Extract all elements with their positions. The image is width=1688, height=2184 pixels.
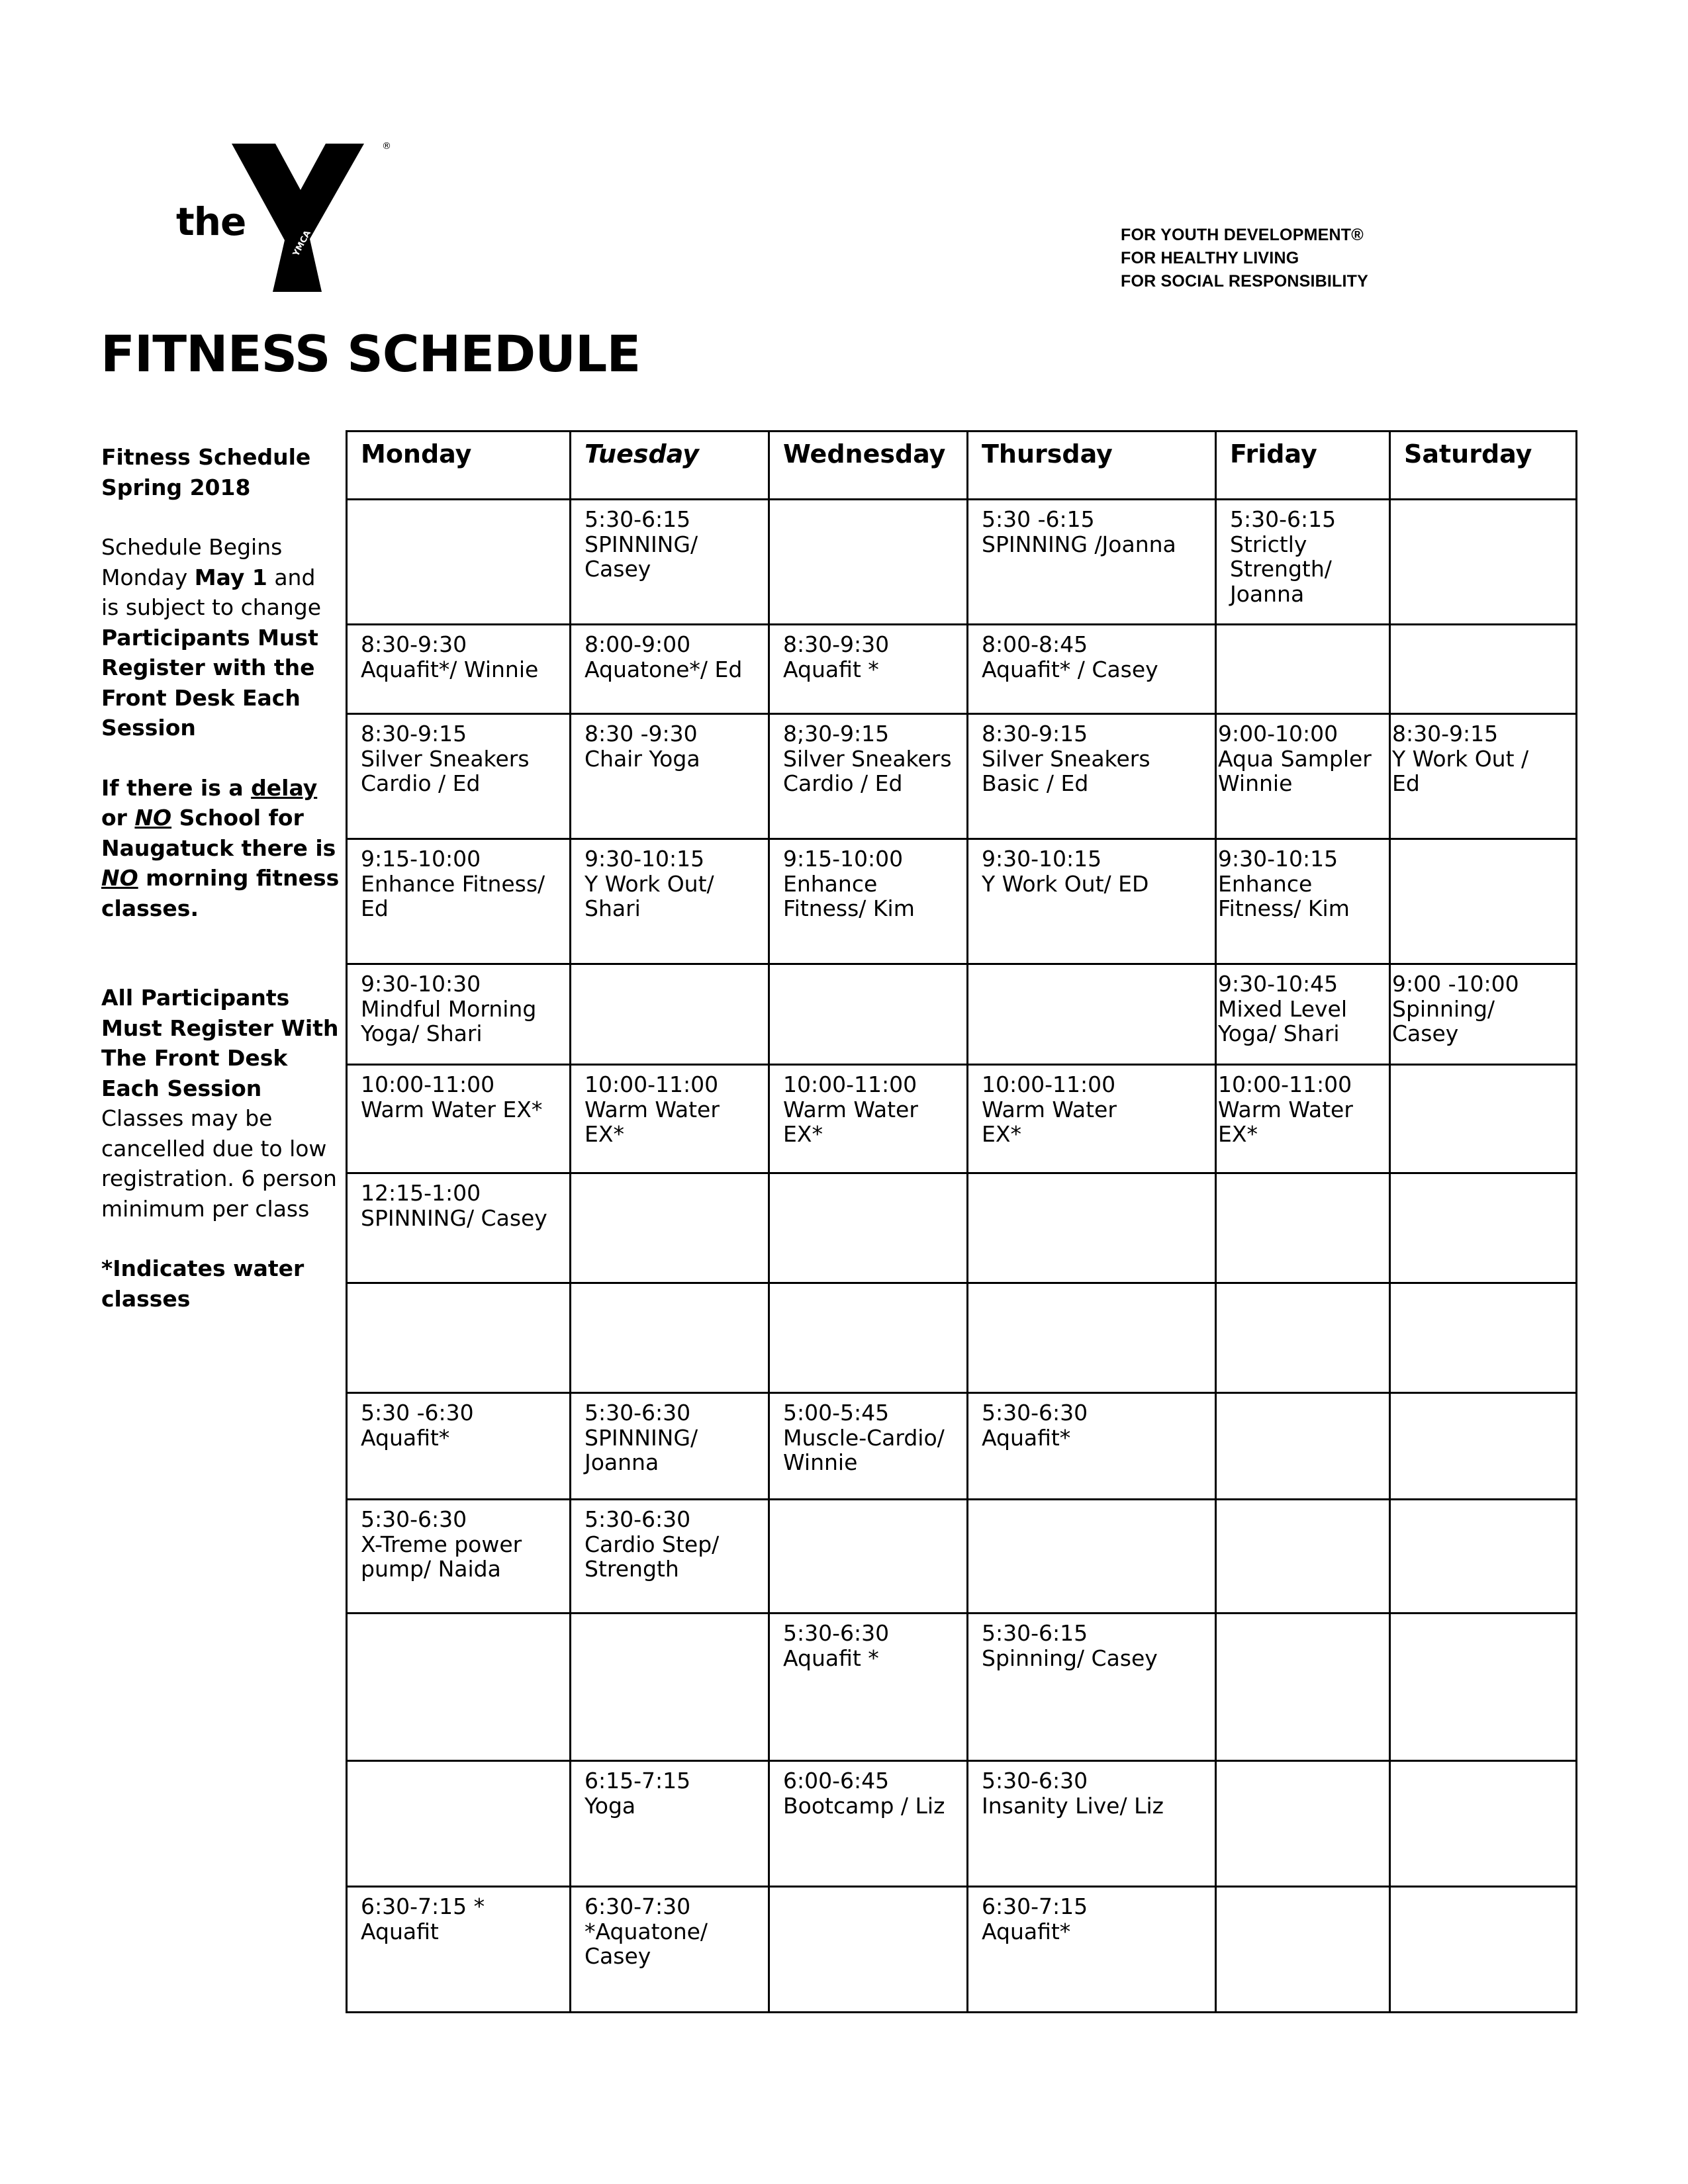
table-row (347, 714, 1577, 839)
class-cell: 6:30-7:15 Aquafit* (968, 1887, 1216, 2013)
table-row (347, 839, 1577, 964)
ymca-logo (173, 141, 392, 293)
water-class-note: *Indicates water classes (101, 1255, 305, 1312)
table-row (347, 1283, 1577, 1393)
class-cell (1216, 1393, 1390, 1500)
class-cell: 10:00-11:00 Warm Water EX* (769, 1065, 968, 1173)
begins-text-post: and is subject to change (101, 564, 322, 620)
class-cell (1216, 1500, 1390, 1614)
day-header-saturday: Saturday (1390, 432, 1577, 500)
class-cell: 8:30-9:15 Y Work Out / Ed (1390, 714, 1577, 839)
class-cell (1390, 839, 1577, 964)
fitness-schedule-table (346, 430, 1577, 2013)
class-cell (347, 1761, 571, 1887)
table-row (347, 1761, 1577, 1887)
class-cell (347, 1283, 571, 1393)
class-cell: 5:30-6:30 Cardio Step/ Strength (571, 1500, 769, 1614)
sidebar-notes (101, 442, 340, 1314)
class-cell (769, 500, 968, 625)
class-cell: 8:00-9:00 Aquatone*/ Ed (571, 625, 769, 714)
class-cell (1390, 625, 1577, 714)
class-cell (968, 1500, 1216, 1614)
day-header-monday: Monday (347, 432, 571, 500)
class-cell: 10:00-11:00 Warm Water EX* (571, 1065, 769, 1173)
class-cell (968, 964, 1216, 1065)
class-cell (1216, 1173, 1390, 1283)
class-cell: 10:00-11:00 Warm Water EX* (1216, 1065, 1390, 1173)
begins-date: May 1 (194, 564, 267, 590)
class-cell: 10:00-11:00 Warm Water EX* (968, 1065, 1216, 1173)
tagline (1121, 224, 1368, 293)
sidebar-heading (101, 442, 340, 502)
class-cell: 9:30-10:45 Mixed Level Yoga/ Shari (1216, 964, 1390, 1065)
schedule-body (347, 500, 1577, 2013)
class-cell: 6:30-7:30 *Aquatone/ Casey (571, 1887, 769, 2013)
class-cell: 5:30 -6:15 SPINNING /Joanna (968, 500, 1216, 625)
class-cell (347, 1614, 571, 1761)
class-cell: 8:30-9:15 Silver Sneakers Cardio / Ed (347, 714, 571, 839)
class-cell: 5:30-6:15 SPINNING/ Casey (571, 500, 769, 625)
class-cell (1390, 1614, 1577, 1761)
table-row (347, 1065, 1577, 1173)
delay-text-4: NO (134, 805, 172, 831)
class-cell (769, 1283, 968, 1393)
class-cell: 5:30-6:15 Spinning/ Casey (968, 1614, 1216, 1761)
class-cell (968, 1173, 1216, 1283)
class-cell: 9:15-10:00 Enhance Fitness/ Kim (769, 839, 968, 964)
class-cell: 9:30-10:30 Mindful Morning Yoga/ Shari (347, 964, 571, 1065)
table-row (347, 500, 1577, 625)
delay-text-6: NO (101, 865, 138, 891)
class-cell: 8:00-8:45 Aquafit* / Casey (968, 625, 1216, 714)
all-register-note: All Participants Must Register With The Front Desk Each Session (101, 985, 339, 1101)
register-note: Participants Must Register with the Front Desk Each Session (101, 624, 318, 741)
delay-text-1: If there is a (101, 774, 252, 801)
schedule-begins-note (101, 532, 340, 623)
tagline-line-1: FOR YOUTH DEVELOPMENT® (1121, 226, 1364, 244)
class-cell (769, 1500, 968, 1614)
class-cell (1390, 1283, 1577, 1393)
delay-text-3: or (101, 805, 135, 831)
class-cell (1216, 1887, 1390, 2013)
logo-registered-mark: ® (382, 141, 391, 152)
class-cell (769, 964, 968, 1065)
ymca-y-mark-icon (232, 141, 384, 292)
class-cell: 8:30-9:30 Aquafit*/ Winnie (347, 625, 571, 714)
class-cell (1216, 625, 1390, 714)
class-cell (571, 1173, 769, 1283)
class-cell (1390, 1065, 1577, 1173)
class-cell: 9:00 -10:00 Spinning/ Casey (1390, 964, 1577, 1065)
class-cell (1390, 1500, 1577, 1614)
class-cell: 9:30-10:15 Enhance Fitness/ Kim (1216, 839, 1390, 964)
page-title: FITNESS SCHEDULE (101, 324, 641, 383)
class-cell: 5:30-6:30 SPINNING/ Joanna (571, 1393, 769, 1500)
class-cell: 8;30-9:15 Silver Sneakers Cardio / Ed (769, 714, 968, 839)
class-cell: 9:00-10:00 Aqua Sampler Winnie (1216, 714, 1390, 839)
tagline-line-2: FOR HEALTHY LIVING (1121, 249, 1299, 267)
class-cell (968, 1283, 1216, 1393)
class-cell (1216, 1761, 1390, 1887)
class-cell (571, 964, 769, 1065)
delay-text-5: School for Naugatuck there is (101, 805, 336, 861)
table-row (347, 1500, 1577, 1614)
day-header-thursday: Thursday (968, 432, 1216, 500)
class-cell: 6:30-7:15 * Aquafit (347, 1887, 571, 2013)
class-cell: 6:15-7:15 Yoga (571, 1761, 769, 1887)
class-cell: 5:00-5:45 Muscle-Cardio/ Winnie (769, 1393, 968, 1500)
day-header-tuesday: Tuesday (571, 432, 769, 500)
begins-text-pre: Schedule Begins Monday (101, 534, 283, 590)
class-cell (1390, 1173, 1577, 1283)
class-cell (571, 1614, 769, 1761)
table-row (347, 964, 1577, 1065)
day-header-friday: Friday (1216, 432, 1390, 500)
class-cell: 5:30-6:30 Insanity Live/ Liz (968, 1761, 1216, 1887)
header-row (347, 432, 1577, 500)
class-cell (1390, 1761, 1577, 1887)
delay-text-2: delay (251, 774, 318, 801)
class-cell (769, 1173, 968, 1283)
class-cell (1390, 1887, 1577, 2013)
class-cell (1216, 1283, 1390, 1393)
class-cell: 9:30-10:15 Y Work Out/ Shari (571, 839, 769, 964)
delay-note (101, 773, 340, 924)
class-cell (347, 500, 571, 625)
class-cell: 8:30-9:30 Aquafit * (769, 625, 968, 714)
class-cell (1390, 500, 1577, 625)
sidebar-heading-line2: Spring 2018 (101, 474, 251, 500)
class-cell: 10:00-11:00 Warm Water EX* (347, 1065, 571, 1173)
logo-the-text: the (176, 199, 246, 244)
class-cell: 9:30-10:15 Y Work Out/ ED (968, 839, 1216, 964)
table-row (347, 1614, 1577, 1761)
day-header-wednesday: Wednesday (769, 432, 968, 500)
class-cell: 12:15-1:00 SPINNING/ Casey (347, 1173, 571, 1283)
sidebar-heading-line1: Fitness Schedule (101, 444, 311, 470)
class-cell: 9:15-10:00 Enhance Fitness/ Ed (347, 839, 571, 964)
class-cell: 8:30 -9:30 Chair Yoga (571, 714, 769, 839)
class-cell: 5:30-6:15 Strictly Strength/ Joanna (1216, 500, 1390, 625)
logo-ymca-band: YMCA (291, 228, 313, 259)
class-cell: 5:30-6:30 Aquafit * (769, 1614, 968, 1761)
table-row (347, 1393, 1577, 1500)
class-cell: 8:30-9:15 Silver Sneakers Basic / Ed (968, 714, 1216, 839)
tagline-line-3: FOR SOCIAL RESPONSIBILITY (1121, 272, 1369, 291)
class-cell: 6:00-6:45 Bootcamp / Liz (769, 1761, 968, 1887)
class-cell: 5:30-6:30 Aquafit* (968, 1393, 1216, 1500)
class-cell (1390, 1393, 1577, 1500)
delay-text-7: morning fitness classes. (101, 865, 340, 921)
table-row (347, 625, 1577, 714)
class-cell: 5:30 -6:30 Aquafit* (347, 1393, 571, 1500)
class-cell: 5:30-6:30 X-Treme power pump/ Naida (347, 1500, 571, 1614)
class-cell (769, 1887, 968, 2013)
class-cell (1216, 1614, 1390, 1761)
cancel-note: Classes may be cancelled due to low registration. 6 person minimum per class (101, 1105, 337, 1222)
class-cell (571, 1283, 769, 1393)
table-row (347, 1173, 1577, 1283)
table-row (347, 1887, 1577, 2013)
